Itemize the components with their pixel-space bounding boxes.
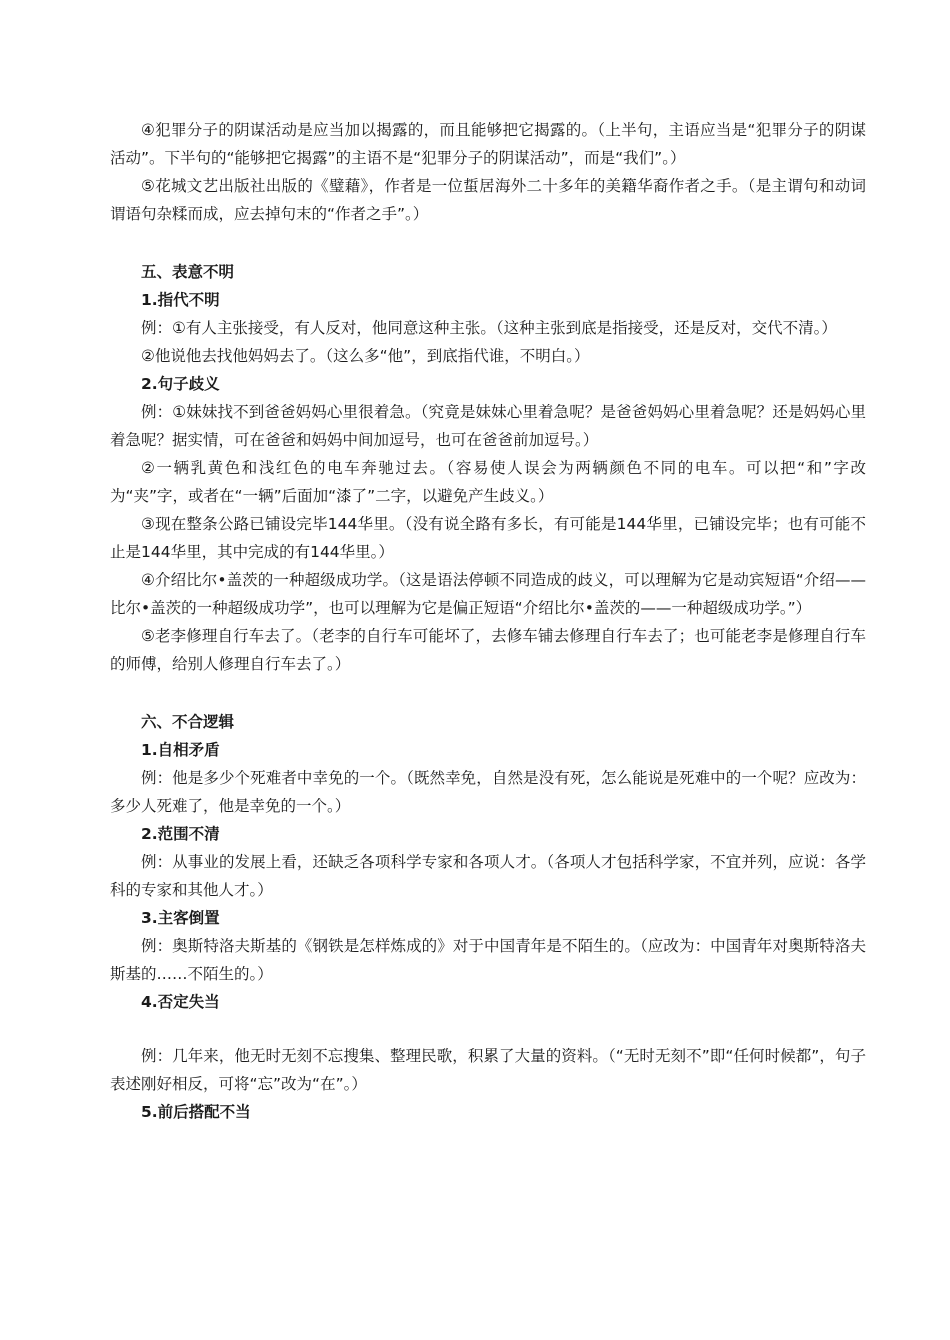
- subheading-unclear-scope: 2.范围不清: [141, 825, 220, 843]
- paragraph-scope-example: 例：从事业的发展上看，还缺乏各项科学专家和各项人才。（各项人才包括科学家，不宜并列，应说：各学科的专家和其他人才。）: [110, 853, 866, 899]
- spacer: [110, 678, 866, 708]
- paragraph-reference-example-2: ②他说他去找他妈妈去了。（这么多“他”，到底指代谁，不明白。）: [141, 347, 590, 365]
- section-heading-five: 五、表意不明: [141, 263, 235, 281]
- paragraph-ambiguity-example-4: ④介绍比尔•盖茨的一种超级成功学。（这是语法停顿不同造成的歧义，可以理解为它是动宾短语“介绍——比尔•盖茨的一种超级成功学”，也可以理解为它是偏正短语“介绍比尔•盖茨的——一种超级成功学。”）: [110, 571, 866, 617]
- subheading-improper-negation: 4.否定失当: [141, 993, 220, 1011]
- paragraph-ambiguity-example-2: ②一辆乳黄色和浅红色的电车奔驰过去。（容易使人误会为两辆颜色不同的电车。可以把“和”字改为“夹”字，或者在“一辆”后面加“漆了”二字，以避免产生歧义。）: [110, 459, 866, 505]
- paragraph-reversal-example: 例：奥斯特洛夫斯基的《钢铁是怎样炼成的》对于中国青年是不陌生的。（应改为：中国青年对奥斯特洛夫斯基的……不陌生的。）: [110, 937, 866, 983]
- subheading-mismatched-collocation: 5.前后搭配不当: [141, 1103, 251, 1121]
- spacer: [110, 228, 866, 258]
- document-page: [110, 116, 866, 1126]
- subheading-subject-object-reversal: 3.主客倒置: [141, 909, 220, 927]
- paragraph-ambiguity-example-1: 例：①妹妹找不到爸爸妈妈心里很着急。（究竟是妹妹心里着急呢？是爸爸妈妈心里着急呢？还是妈妈心里着急呢？据实情，可在爸爸和妈妈中间加逗号，也可在爸爸前加逗号。）: [110, 403, 866, 449]
- subheading-self-contradiction: 1.自相矛盾: [141, 741, 220, 759]
- spacer: [110, 1016, 866, 1042]
- paragraph-ambiguity-example-5: ⑤老李修理自行车去了。（老李的自行车可能坏了，去修车铺去修理自行车去了；也可能老李是修理自行车的师傅，给别人修理自行车去了。）: [110, 627, 866, 673]
- paragraph-ambiguity-example-3: ③现在整条公路已铺设完毕144华里。（没有说全路有多长，有可能是144华里，已铺设完毕；也有可能不止是144华里，其中完成的有144华里。）: [110, 515, 866, 561]
- subheading-ambiguous-reference: 1.指代不明: [141, 291, 220, 309]
- paragraph-contradiction-example: 例：他是多少个死难者中幸免的一个。（既然幸免，自然是没有死，怎么能说是死难中的一个呢？应改为：多少人死难了，他是幸免的一个。）: [110, 769, 866, 815]
- paragraph-reference-example-1: 例：①有人主张接受，有人反对，他同意这种主张。（这种主张到底是指接受，还是反对，交代不清。）: [141, 319, 837, 337]
- paragraph-negation-example: 例：几年来，他无时无刻不忘搜集、整理民歌，积累了大量的资料。（“无时无刻不”即“任何时候都”，句子表述刚好相反，可将“忘”改为“在”。）: [110, 1047, 866, 1093]
- subheading-sentence-ambiguity: 2.句子歧义: [141, 375, 220, 393]
- paragraph-example-4: ④犯罪分子的阴谋活动是应当加以揭露的，而且能够把它揭露的。（上半句，主语应当是“犯罪分子的阴谋活动”。下半句的“能够把它揭露”的主语不是“犯罪分子的阴谋活动”，而是“我们”。）: [110, 121, 866, 167]
- paragraph-example-5: ⑤花城文艺出版社出版的《璧藉》，作者是一位蜇居海外二十多年的美籍华裔作者之手。（是主谓句和动词谓语句杂糅而成，应去掉句末的“作者之手”。）: [110, 177, 866, 223]
- section-heading-six: 六、不合逻辑: [141, 713, 235, 731]
